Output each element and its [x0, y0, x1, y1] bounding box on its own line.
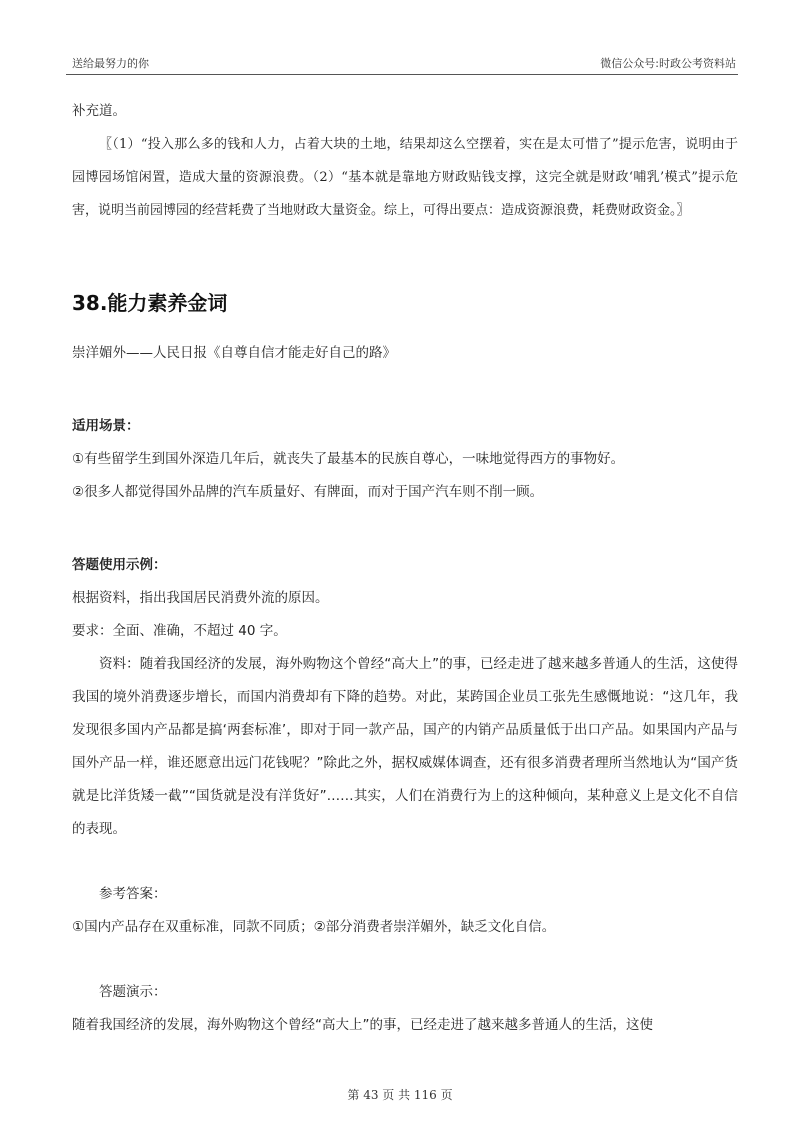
demo-text: 随着我国经济的发展，海外购物这个曾经“高大上”的事，已经走进了越来越多普通人的生活，这使	[72, 1017, 653, 1033]
example-question: 根据资料，指出我国居民消费外流的原因。	[72, 590, 329, 606]
demo-heading: 答题演示：	[99, 984, 167, 1000]
analysis-paragraph: 〖（1）“投入那么多的钱和人力，占着大块的土地，结果却这么空摆着，实在是太可惜了”提示危害，说明由于园博园场馆闲置，造成大量的资源浪费。（2）“基本就是靠地方财政贴钱支撑，这完全就是财政‘哺乳’模式”提示危害，说明当前园博园的经营耗费了当地财政大量资金。综上，可得出要点：造成资源浪费，耗费财政资金。〗	[72, 137, 738, 218]
header-left-text: 送给最努力的你	[72, 57, 149, 70]
example-heading: 答题使用示例：	[72, 557, 167, 573]
scenario-heading: 适用场景：	[72, 418, 140, 434]
page-number: 第 43 页 共 116 页	[347, 1088, 453, 1102]
page-content	[72, 95, 738, 1042]
scenario-item-2: ②很多人都觉得国外品牌的汽车质量好、有牌面，而对于国产汽车则不削一顾。	[72, 484, 544, 500]
golden-phrase: 崇洋媚外——人民日报《自尊自信才能走好自己的路》	[72, 345, 396, 361]
example-requirement: 要求：全面、准确，不超过 40 字。	[72, 623, 287, 639]
header-right-text: 微信公众号:时政公考资料站	[600, 57, 736, 70]
answer-text: ①国内产品存在双重标准，同款不同质；②部分消费者崇洋媚外，缺乏文化自信。	[72, 919, 556, 935]
continuation-line: 补充道。	[72, 103, 126, 119]
scenario-item-1: ①有些留学生到国外深造几年后，就丧失了最基本的民族自尊心，一味地觉得西方的事物好。	[72, 451, 625, 467]
example-material: 资料：随着我国经济的发展，海外购物这个曾经“高大上”的事，已经走进了越来越多普通人的生活，这使得我国的境外消费逐步增长，而国内消费却有下降的趋势。对此，某跨国企业员工张先生感慨地说：“这几年，我发现很多国内产品都是搞‘两套标准’，即对于同一款产品，国产的内销产品质量低于出口产品。如果国内产品与国外产品一样，谁还愿意出远门花钱呢？”除此之外，据权威媒体调查，还有很多消费者理所当然地认为“国产货就是比洋货矮一截”“国货就是没有洋货好”……其实，人们在消费行为上的这种倾向，某种意义上是文化不自信的表现。	[72, 656, 738, 837]
header-divider	[66, 74, 738, 75]
section-title: 38.能力素养金词	[72, 291, 228, 315]
answer-heading: 参考答案：	[99, 886, 167, 902]
